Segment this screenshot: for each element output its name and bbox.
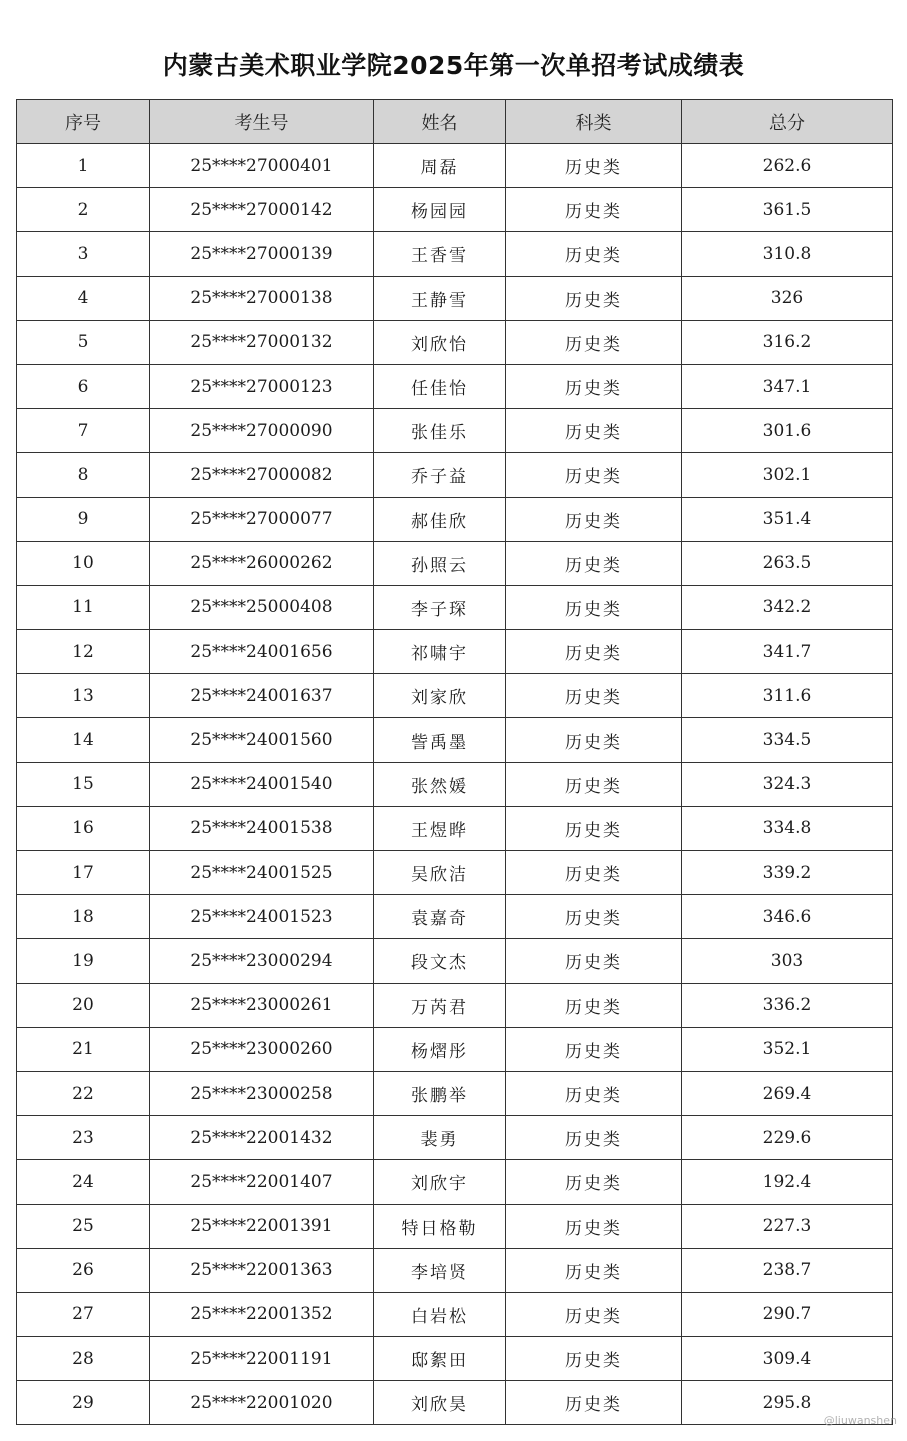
subject-cell: 历史类 <box>506 895 682 939</box>
exam-id-cell: 25****22001191 <box>150 1337 374 1381</box>
table-row <box>17 1071 893 1115</box>
total-score-cell: 334.5 <box>682 718 893 762</box>
total-score-cell: 334.8 <box>682 806 893 850</box>
name-cell: 王煜晔 <box>374 806 506 850</box>
subject-cell: 历史类 <box>506 232 682 276</box>
subject-cell: 历史类 <box>506 983 682 1027</box>
index-cell: 27 <box>17 1292 150 1336</box>
table-row <box>17 409 893 453</box>
exam-id-cell: 25****27000090 <box>150 409 374 453</box>
index-cell: 15 <box>17 762 150 806</box>
exam-id-cell: 25****27000132 <box>150 320 374 364</box>
index-cell: 7 <box>17 409 150 453</box>
subject-cell: 历史类 <box>506 188 682 232</box>
table-row <box>17 144 893 188</box>
exam-id-cell: 25****22001432 <box>150 1116 374 1160</box>
name-cell: 刘欣昊 <box>374 1381 506 1425</box>
index-cell: 1 <box>17 144 150 188</box>
table-row <box>17 232 893 276</box>
total-score-cell: 238.7 <box>682 1248 893 1292</box>
subject-cell: 历史类 <box>506 497 682 541</box>
exam-id-cell: 25****24001637 <box>150 674 374 718</box>
subject-cell: 历史类 <box>506 851 682 895</box>
table-row <box>17 674 893 718</box>
total-score-cell: 336.2 <box>682 983 893 1027</box>
table-row <box>17 188 893 232</box>
header-name: 姓名 <box>374 100 506 144</box>
exam-id-cell: 25****27000123 <box>150 364 374 408</box>
index-cell: 6 <box>17 364 150 408</box>
index-cell: 29 <box>17 1381 150 1425</box>
exam-id-cell: 25****27000139 <box>150 232 374 276</box>
index-cell: 22 <box>17 1071 150 1115</box>
table-row <box>17 762 893 806</box>
subject-cell: 历史类 <box>506 364 682 408</box>
subject-cell: 历史类 <box>506 674 682 718</box>
subject-cell: 历史类 <box>506 409 682 453</box>
subject-cell: 历史类 <box>506 1292 682 1336</box>
table-row <box>17 1116 893 1160</box>
header-index: 序号 <box>17 100 150 144</box>
index-cell: 3 <box>17 232 150 276</box>
table-row <box>17 585 893 629</box>
name-cell: 杨熠彤 <box>374 1027 506 1071</box>
document-title: 内蒙古美术职业学院2025年第一次单招考试成绩表 <box>162 51 745 80</box>
header-subject: 科类 <box>506 100 682 144</box>
table-row <box>17 983 893 1027</box>
subject-cell: 历史类 <box>506 939 682 983</box>
subject-cell: 历史类 <box>506 630 682 674</box>
table-row <box>17 276 893 320</box>
exam-id-cell: 25****27000401 <box>150 144 374 188</box>
index-cell: 26 <box>17 1248 150 1292</box>
subject-cell: 历史类 <box>506 1071 682 1115</box>
name-cell: 刘欣宇 <box>374 1160 506 1204</box>
subject-cell: 历史类 <box>506 585 682 629</box>
total-score-cell: 342.2 <box>682 585 893 629</box>
name-cell: 李培贤 <box>374 1248 506 1292</box>
index-cell: 19 <box>17 939 150 983</box>
exam-id-cell: 25****22001352 <box>150 1292 374 1336</box>
table-row <box>17 497 893 541</box>
subject-cell: 历史类 <box>506 453 682 497</box>
name-cell: 裴勇 <box>374 1116 506 1160</box>
total-score-cell: 227.3 <box>682 1204 893 1248</box>
table-row <box>17 1381 893 1425</box>
subject-cell: 历史类 <box>506 1248 682 1292</box>
name-cell: 孙照云 <box>374 541 506 585</box>
index-cell: 14 <box>17 718 150 762</box>
table-row <box>17 939 893 983</box>
total-score-cell: 229.6 <box>682 1116 893 1160</box>
index-cell: 28 <box>17 1337 150 1381</box>
header-total-score: 总分 <box>682 100 893 144</box>
table-row <box>17 1160 893 1204</box>
index-cell: 21 <box>17 1027 150 1071</box>
total-score-cell: 351.4 <box>682 497 893 541</box>
name-cell: 张然媛 <box>374 762 506 806</box>
table-row <box>17 364 893 408</box>
total-score-cell: 310.8 <box>682 232 893 276</box>
name-cell: 王香雪 <box>374 232 506 276</box>
table-row <box>17 851 893 895</box>
table-row <box>17 718 893 762</box>
exam-id-cell: 25****26000262 <box>150 541 374 585</box>
subject-cell: 历史类 <box>506 541 682 585</box>
index-cell: 13 <box>17 674 150 718</box>
name-cell: 李子琛 <box>374 585 506 629</box>
name-cell: 刘家欣 <box>374 674 506 718</box>
table-row <box>17 630 893 674</box>
index-cell: 20 <box>17 983 150 1027</box>
total-score-cell: 309.4 <box>682 1337 893 1381</box>
index-cell: 2 <box>17 188 150 232</box>
index-cell: 24 <box>17 1160 150 1204</box>
table-row <box>17 1027 893 1071</box>
exam-id-cell: 25****22001363 <box>150 1248 374 1292</box>
name-cell: 吴欣洁 <box>374 851 506 895</box>
subject-cell: 历史类 <box>506 1337 682 1381</box>
index-cell: 10 <box>17 541 150 585</box>
subject-cell: 历史类 <box>506 762 682 806</box>
table-row <box>17 806 893 850</box>
total-score-cell: 192.4 <box>682 1160 893 1204</box>
total-score-cell: 262.6 <box>682 144 893 188</box>
exam-id-cell: 25****27000138 <box>150 276 374 320</box>
total-score-cell: 339.2 <box>682 851 893 895</box>
name-cell: 万芮君 <box>374 983 506 1027</box>
index-cell: 17 <box>17 851 150 895</box>
subject-cell: 历史类 <box>506 1381 682 1425</box>
name-cell: 郝佳欣 <box>374 497 506 541</box>
name-cell: 乔子益 <box>374 453 506 497</box>
exam-id-cell: 25****24001540 <box>150 762 374 806</box>
name-cell: 周磊 <box>374 144 506 188</box>
exam-id-cell: 25****27000142 <box>150 188 374 232</box>
exam-id-cell: 25****22001020 <box>150 1381 374 1425</box>
name-cell: 张佳乐 <box>374 409 506 453</box>
subject-cell: 历史类 <box>506 718 682 762</box>
subject-cell: 历史类 <box>506 806 682 850</box>
total-score-cell: 324.3 <box>682 762 893 806</box>
subject-cell: 历史类 <box>506 1027 682 1071</box>
exam-id-cell: 25****27000082 <box>150 453 374 497</box>
total-score-cell: 303 <box>682 939 893 983</box>
score-table <box>16 99 893 1425</box>
exam-id-cell: 25****23000258 <box>150 1071 374 1115</box>
subject-cell: 历史类 <box>506 320 682 364</box>
total-score-cell: 302.1 <box>682 453 893 497</box>
total-score-cell: 311.6 <box>682 674 893 718</box>
name-cell: 白岩松 <box>374 1292 506 1336</box>
subject-cell: 历史类 <box>506 1160 682 1204</box>
name-cell: 杨园园 <box>374 188 506 232</box>
total-score-cell: 361.5 <box>682 188 893 232</box>
index-cell: 9 <box>17 497 150 541</box>
index-cell: 12 <box>17 630 150 674</box>
total-score-cell: 352.1 <box>682 1027 893 1071</box>
name-cell: 刘欣怡 <box>374 320 506 364</box>
table-header-row <box>17 100 893 144</box>
exam-id-cell: 25****24001525 <box>150 851 374 895</box>
table-row <box>17 1337 893 1381</box>
name-cell: 特日格勒 <box>374 1204 506 1248</box>
index-cell: 16 <box>17 806 150 850</box>
total-score-cell: 269.4 <box>682 1071 893 1115</box>
index-cell: 11 <box>17 585 150 629</box>
table-row <box>17 541 893 585</box>
total-score-cell: 326 <box>682 276 893 320</box>
index-cell: 18 <box>17 895 150 939</box>
exam-id-cell: 25****23000261 <box>150 983 374 1027</box>
name-cell: 訾禹墨 <box>374 718 506 762</box>
subject-cell: 历史类 <box>506 144 682 188</box>
table-row <box>17 453 893 497</box>
table-row <box>17 895 893 939</box>
watermark-text: @liuwanshen <box>823 1414 897 1427</box>
exam-id-cell: 25****22001391 <box>150 1204 374 1248</box>
name-cell: 段文杰 <box>374 939 506 983</box>
index-cell: 8 <box>17 453 150 497</box>
total-score-cell: 295.8 <box>682 1381 893 1425</box>
table-body <box>17 144 893 1425</box>
exam-id-cell: 25****24001656 <box>150 630 374 674</box>
total-score-cell: 263.5 <box>682 541 893 585</box>
exam-id-cell: 25****24001523 <box>150 895 374 939</box>
name-cell: 邸絮田 <box>374 1337 506 1381</box>
exam-id-cell: 25****24001538 <box>150 806 374 850</box>
header-exam-id: 考生号 <box>150 100 374 144</box>
total-score-cell: 301.6 <box>682 409 893 453</box>
table-row <box>17 1204 893 1248</box>
name-cell: 祁啸宇 <box>374 630 506 674</box>
exam-id-cell: 25****23000294 <box>150 939 374 983</box>
exam-id-cell: 25****27000077 <box>150 497 374 541</box>
index-cell: 4 <box>17 276 150 320</box>
total-score-cell: 316.2 <box>682 320 893 364</box>
name-cell: 任佳怡 <box>374 364 506 408</box>
name-cell: 袁嘉奇 <box>374 895 506 939</box>
total-score-cell: 290.7 <box>682 1292 893 1336</box>
exam-id-cell: 25****22001407 <box>150 1160 374 1204</box>
name-cell: 张鹏举 <box>374 1071 506 1115</box>
subject-cell: 历史类 <box>506 1116 682 1160</box>
total-score-cell: 346.6 <box>682 895 893 939</box>
total-score-cell: 341.7 <box>682 630 893 674</box>
index-cell: 23 <box>17 1116 150 1160</box>
table-row <box>17 1248 893 1292</box>
table-row <box>17 320 893 364</box>
subject-cell: 历史类 <box>506 1204 682 1248</box>
exam-id-cell: 25****23000260 <box>150 1027 374 1071</box>
table-row <box>17 1292 893 1336</box>
index-cell: 25 <box>17 1204 150 1248</box>
total-score-cell: 347.1 <box>682 364 893 408</box>
exam-id-cell: 25****24001560 <box>150 718 374 762</box>
name-cell: 王静雪 <box>374 276 506 320</box>
subject-cell: 历史类 <box>506 276 682 320</box>
exam-id-cell: 25****25000408 <box>150 585 374 629</box>
index-cell: 5 <box>17 320 150 364</box>
